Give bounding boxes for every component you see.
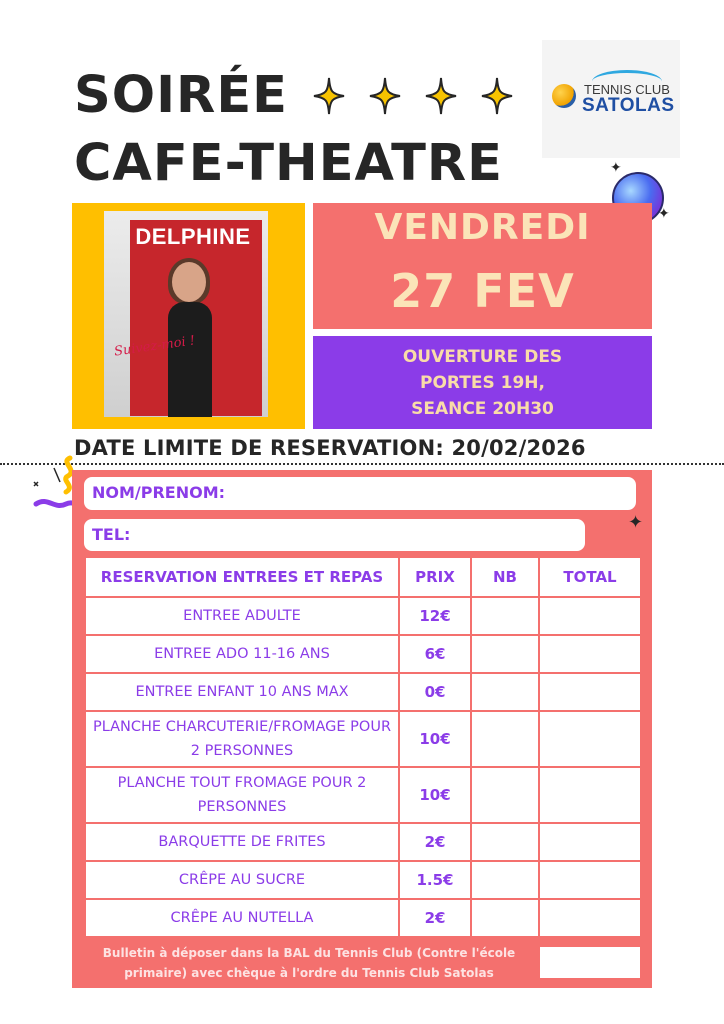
- row-total-input[interactable]: [539, 861, 641, 899]
- doors-line-2: PORTES 19H,: [420, 373, 545, 393]
- event-date: 27 FEV: [390, 264, 575, 318]
- grand-total-box[interactable]: [540, 947, 640, 978]
- table-row: [85, 597, 641, 635]
- row-price: 10€: [399, 767, 471, 823]
- title-line-2: CAFE-THEATRE: [74, 134, 503, 193]
- tel-field[interactable]: TEL:: [84, 519, 585, 551]
- cut-line: [0, 463, 724, 465]
- poster-face: [172, 262, 206, 302]
- row-price: 2€: [399, 899, 471, 937]
- row-item: ENTREE ADULTE: [85, 597, 399, 635]
- row-item: PLANCHE TOUT FROMAGE POUR 2 PERSONNES: [85, 767, 399, 823]
- tennis-ball-icon: [552, 84, 576, 108]
- row-price: 2€: [399, 823, 471, 861]
- row-price: 6€: [399, 635, 471, 673]
- event-day: VENDREDI: [374, 207, 591, 248]
- row-price: 0€: [399, 673, 471, 711]
- row-nb-input[interactable]: [471, 899, 539, 937]
- row-item: PLANCHE CHARCUTERIE/FROMAGE POUR 2 PERSONNES: [85, 711, 399, 767]
- sparkle-star-icon: [424, 76, 458, 116]
- small-sparkle-icon: ✦: [610, 160, 622, 176]
- title-line-1: SOIRÉE: [74, 66, 289, 125]
- footer-instructions: Bulletin à déposer dans la BAL du Tennis Club (Contre l'école primaire) avec chèque à l'ordre du Tennis Club Satolas: [102, 946, 516, 980]
- row-price: 1.5€: [399, 861, 471, 899]
- table-row: [85, 899, 641, 937]
- logo-top-text: TENNIS CLUB: [584, 82, 670, 97]
- table-row: [85, 767, 641, 823]
- logo-main-text: SATOLAS: [582, 95, 675, 116]
- row-total-input[interactable]: [539, 823, 641, 861]
- poster-tagline: Suivez-moi !: [113, 333, 196, 360]
- name-field[interactable]: NOM/PRENOM:: [84, 477, 636, 510]
- table-header-row: [85, 557, 641, 597]
- table-row: [85, 673, 641, 711]
- header-nb: NB: [471, 557, 539, 597]
- sparkle-star-icon: [368, 76, 402, 116]
- stars-row: [312, 76, 514, 116]
- header-total: TOTAL: [539, 557, 641, 597]
- row-item: CRÊPE AU SUCRE: [85, 861, 399, 899]
- small-sparkle-icon: ✦: [628, 512, 644, 533]
- row-nb-input[interactable]: [471, 597, 539, 635]
- doors-line-3: SEANCE 20H30: [411, 399, 554, 419]
- row-nb-input[interactable]: [471, 861, 539, 899]
- row-total-input[interactable]: [539, 635, 641, 673]
- row-nb-input[interactable]: [471, 767, 539, 823]
- row-price: 12€: [399, 597, 471, 635]
- poster-name: DELPHINE: [135, 224, 251, 249]
- row-nb-input[interactable]: [471, 711, 539, 767]
- header-item: RESERVATION ENTREES ET REPAS: [85, 557, 399, 597]
- doors-info: [313, 344, 652, 422]
- row-item: BARQUETTE DE FRITES: [85, 823, 399, 861]
- row-price: 10€: [399, 711, 471, 767]
- row-nb-input[interactable]: [471, 673, 539, 711]
- row-item: ENTREE ADO 11-16 ANS: [85, 635, 399, 673]
- poster-dress: [168, 302, 212, 417]
- row-total-input[interactable]: [539, 711, 641, 767]
- header-price: PRIX: [399, 557, 471, 597]
- table-row: [85, 711, 641, 767]
- row-nb-input[interactable]: [471, 635, 539, 673]
- row-nb-input[interactable]: [471, 823, 539, 861]
- sparkle-star-icon: [480, 76, 514, 116]
- row-total-input[interactable]: [539, 899, 641, 937]
- row-total-input[interactable]: [539, 767, 641, 823]
- row-item: ENTREE ENFANT 10 ANS MAX: [85, 673, 399, 711]
- doors-line-1: OUVERTURE DES: [402, 347, 563, 367]
- row-item: CRÊPE AU NUTELLA: [85, 899, 399, 937]
- row-total-input[interactable]: [539, 597, 641, 635]
- table-row: [85, 861, 641, 899]
- reservation-table: [84, 556, 642, 938]
- table-row: [85, 823, 641, 861]
- sparkle-star-icon: [312, 76, 346, 116]
- reservation-deadline: DATE LIMITE DE RESERVATION: 20/02/2026: [74, 436, 586, 460]
- row-total-input[interactable]: [539, 673, 641, 711]
- table-row: [85, 635, 641, 673]
- small-sparkle-icon: ✦: [658, 206, 670, 222]
